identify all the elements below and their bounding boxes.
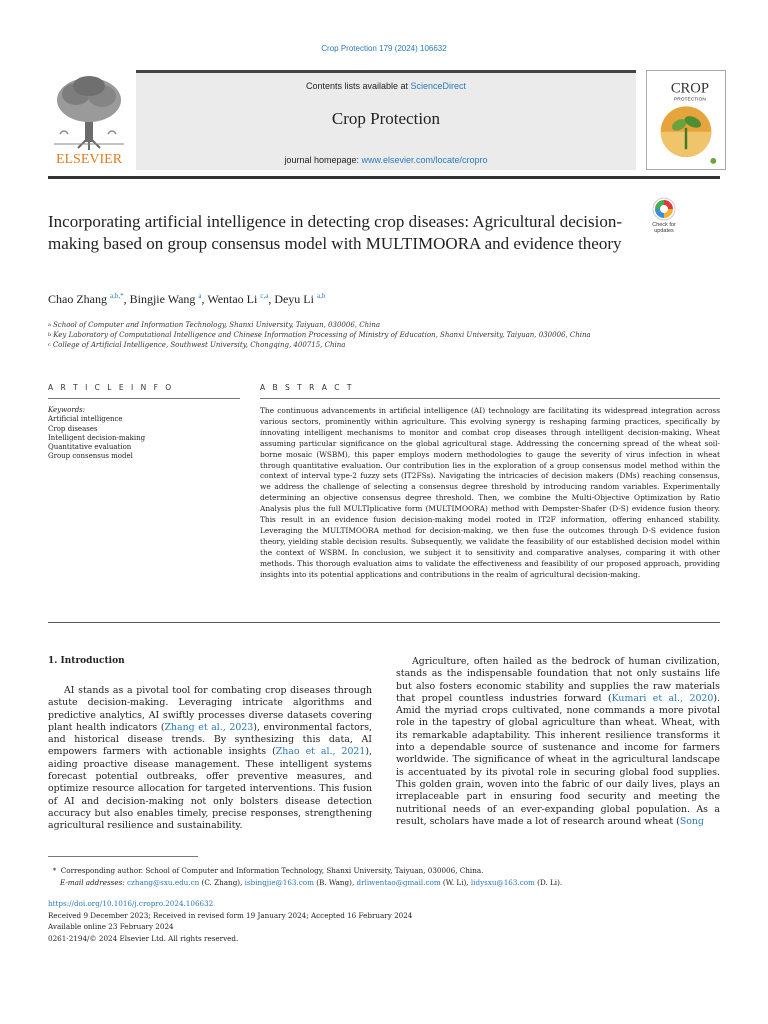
journal-homepage-line: journal homepage: www.elsevier.com/locate/cropro bbox=[284, 155, 488, 165]
keyword-item: Quantitative evaluation bbox=[48, 443, 132, 452]
citation-link[interactable]: Song bbox=[679, 815, 704, 827]
affiliations bbox=[48, 320, 668, 350]
affiliation-item: $^b$ Key Laboratory of Computational Intelligence and Chinese Information Processing of Ministry of Education, Shanxi University, Taiyuan, 030006, China bbox=[48, 331, 591, 339]
received-dates: Received 9 December 2023; Received in revised form 19 January 2024; Accepted 16 February 2024 bbox=[48, 910, 413, 920]
footnotes bbox=[48, 865, 728, 889]
author[interactable]: Deyu Li $^{a,b}$ bbox=[274, 292, 326, 306]
corresponding-author-note: * Corresponding author. School of Computer and Information Technology, Shanxi University, Taiyuan, 030006, China. bbox=[52, 866, 484, 875]
cover-title: CROP bbox=[670, 80, 709, 97]
email-link[interactable]: lidysxu@163.com bbox=[470, 878, 535, 887]
affiliation-item: $^a$ School of Computer and Information Technology, Shanxi University, Taiyuan, 030006, China bbox=[48, 321, 381, 329]
section-heading-introduction: 1. Introduction bbox=[48, 656, 125, 666]
keyword-item: Intelligent decision-making bbox=[48, 433, 146, 442]
article-title: Incorporating artificial intelligence in detecting crop diseases: Agricultural decision-making based on group consensus model with MULTIMOORA and evidence theory bbox=[48, 212, 623, 253]
journal-homepage-link[interactable]: www.elsevier.com/locate/cropro bbox=[361, 155, 488, 165]
copyright-line: 0261-2194/© 2024 Elsevier Ltd. All rights reserved. bbox=[48, 933, 239, 943]
citation-link[interactable]: Zhao et al., 2021 bbox=[275, 746, 366, 758]
journal-citation-link[interactable]: Crop Protection 179 (2024) 106632 bbox=[321, 44, 447, 53]
email-addresses: E-mail addresses: czhang@sxu.edu.cn (C. Zhang), isbingjie@163.com (B. Wang), drliwentao@gmail.com (W. Li), lidysxu@163.com (D. Li). bbox=[60, 878, 563, 887]
email-link[interactable]: isbingjie@163.com bbox=[244, 878, 314, 887]
email-link[interactable]: czhang@sxu.edu.cn bbox=[127, 878, 200, 887]
author-list: Chao Zhang $^{a,b,*}$, Bingjie Wang $^a$, Wentao Li $^{c,a}$, Deyu Li $^{a,b}$ bbox=[48, 292, 326, 306]
masthead-rule bbox=[48, 176, 720, 179]
journal-cover-image[interactable] bbox=[646, 70, 726, 170]
intro-paragraph-right: Agriculture, often hailed as the bedrock of human civilization, stands as the indispensable foundation that not only sustains life but also fosters economic stability and supplies the raw materials that propel countless industries forward (Kumari et al., 2020). Amid the myriad crops cultivated, none commands a more pivotal role in the tapestry of global agriculture than wheat. Wheat, with its remarkable adaptability. This inherent resilience transforms it into a dependable source of sustenance and income for farmers worldwide. The significance of wheat in the agricultural landscape is accentuated by its pivotal role in securing global food supplies. This golden grain, woven into the fabric of our daily lives, plays an irreplaceable part in ensuring food security and meeting the nutritional needs of an ever-expanding global population. As a result, scholars have made a lot of research around wheat (Song bbox=[396, 656, 720, 827]
divider bbox=[260, 398, 720, 399]
abstract-text: The continuous advancements in artificial intelligence (AI) technology are facilitating its widespread integration across various sectors, prominently within agriculture. This evolving synergy is reshaping farming practices, specifically by innovating intelligent mechanisms to monitor and combat crop diseases through intelligent decision-making. Wheat assuming particular significance on the global agricultural stage. Addressing the concerning spread of the wheat soil-borne mosaic (WSBM), this paper employs modern methodologies to gauge the severity of virus infection in wheat through quantitative evaluation. Our contribution lies in the exploration of a group consensus model method within the context of interval type-2 fuzzy sets (IT2FSs). Navigating the intricacies of decision makers (DMs) reaching consensus, we address the challenge of selecting a consensus degree threshold by introducing random variables. Experimentally determining an objective consensus degree threshold. Then, we combine the Multi-Objective Optimization by Ratio Analysis plus the full MULTIplicative form (MULTIMOORA) method with Dempster-Shafer (D-S) evidence fusion theory. This result in an evidence fusion decision-making model rooted in IT2F information, offering enhanced stability. Leveraging the MULTIMOORA method for decision-making, we then fuse the outcomes through D-S evidence fusion theory, yielding stable decision results. Subsequently, we validate the feasibility of our established decision model within the context of WSBM. In conclusion, we subject it to sensitivity and comparative analyses, comparing it with other methods. This thorough evaluation aims to validate the effectiveness and feasibility of our proposed approach, providing insights into its potential applications and contributions in the realm of agricultural decision-making. bbox=[260, 406, 720, 579]
keywords-heading: Keywords: bbox=[48, 406, 86, 414]
contents-lists-line: Contents lists available at ScienceDirect bbox=[305, 81, 467, 91]
elsevier-tree-logo bbox=[48, 70, 130, 170]
check-for-updates-badge[interactable] bbox=[644, 196, 684, 242]
sciencedirect-link[interactable]: ScienceDirect bbox=[410, 81, 467, 91]
keyword-item: Crop diseases bbox=[48, 424, 98, 433]
author[interactable]: Chao Zhang $^{a,b,*}$ bbox=[48, 292, 124, 306]
divider bbox=[48, 622, 720, 623]
available-online: Available online 23 February 2024 bbox=[48, 922, 174, 931]
article-info-heading: A R T I C L E I N F O bbox=[48, 383, 174, 392]
doi-link[interactable]: https://doi.org/10.1016/j.cropro.2024.106632 bbox=[48, 899, 214, 908]
citation-link[interactable]: Kumari et al., 2020 bbox=[611, 692, 714, 704]
email-link[interactable]: drliwentao@gmail.com bbox=[356, 878, 441, 887]
author[interactable]: Bingjie Wang $^a$ bbox=[129, 292, 202, 306]
footnote-rule bbox=[48, 856, 198, 857]
keyword-item: Group consensus model bbox=[48, 452, 133, 461]
intro-paragraph-left: AI stands as a pivotal tool for combating crop diseases through astute decision-making. Leveraging intricate algorithms and predictive analytics, AI swiftly processes diverse datasets covering plant health indicators (Zhang et al., 2023), environmental factors, and historical disease trends. By synthesizing this data, AI empowers farmers with actionable insights (Zhao et al., 2021), aiding proactive disease management. These intelligent systems forecast potential outbreaks, offer preventive measures, and optimize resource allocation for targeted interventions. This fusion of AI and decision-making not only bolsters disease detection accuracy but also enables timely, precise responses, strengthening agricultural resilience and sustainability. bbox=[48, 685, 372, 832]
citation-link[interactable]: Zhang et al., 2023 bbox=[164, 721, 254, 733]
affiliation-item: $^c$ College of Artificial Intelligence, Southwest University, Chongqing, 400715, China bbox=[48, 341, 346, 349]
journal-title: Crop Protection bbox=[331, 109, 441, 128]
check-for-updates-label: Check for updates bbox=[652, 222, 676, 234]
author[interactable]: Wentao Li $^{c,a}$ bbox=[207, 292, 269, 306]
cover-subtitle: PROTECTION bbox=[673, 97, 706, 103]
keyword-item: Artificial intelligence bbox=[48, 415, 123, 424]
abstract-heading: A B S T R A C T bbox=[260, 383, 354, 392]
journal-masthead bbox=[48, 70, 728, 170]
publication-info bbox=[48, 898, 412, 944]
publisher-wordmark: ELSEVIER bbox=[55, 152, 123, 167]
journal-banner bbox=[136, 70, 636, 170]
keywords-list bbox=[48, 406, 145, 462]
divider bbox=[48, 398, 240, 399]
